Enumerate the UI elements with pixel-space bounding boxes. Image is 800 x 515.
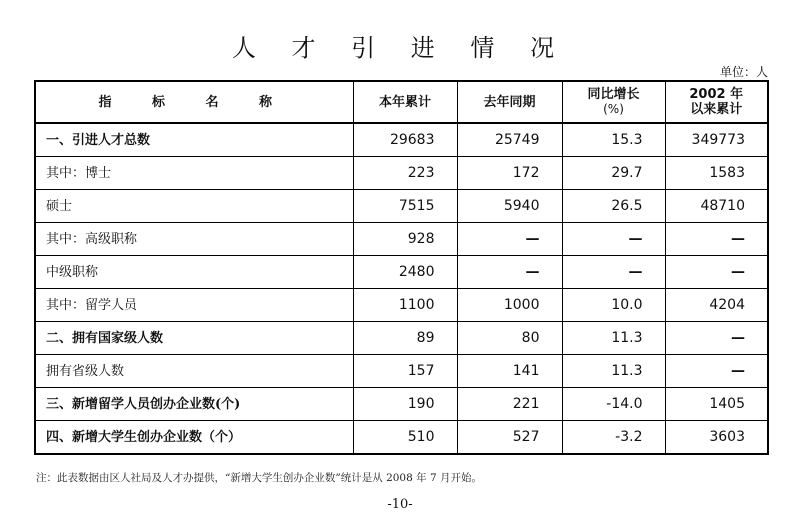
cell-last: 172 (457, 157, 562, 190)
cell-last-dash: — (457, 223, 562, 256)
cell-growth: 11.3 (562, 355, 665, 388)
cell-current: 157 (353, 355, 457, 388)
cell-since: 1583 (665, 157, 768, 190)
cell-current: 89 (353, 322, 457, 355)
cell-last: 25749 (457, 123, 562, 157)
row-label: 二、拥有国家级人数 (35, 322, 353, 355)
cell-current: 190 (353, 388, 457, 421)
table-row (35, 256, 768, 289)
cell-growth: 15.3 (562, 123, 665, 157)
cell-growth: -14.0 (562, 388, 665, 421)
cell-current: 2480 (353, 256, 457, 289)
row-label: 四、新增大学生创办企业数（个） (35, 421, 353, 455)
page-number: -10- (387, 497, 413, 512)
row-label: 拥有省级人数 (35, 355, 353, 388)
table-row (35, 123, 768, 157)
table-row (35, 355, 768, 388)
cell-since-dash: — (665, 355, 768, 388)
cell-current: 928 (353, 223, 457, 256)
row-label: 一、引进人才总数 (35, 123, 353, 157)
cell-growth: -3.2 (562, 421, 665, 455)
table-row (35, 388, 768, 421)
page-title: 人 才 引 进 情 况 (231, 34, 569, 62)
talent-table (34, 80, 769, 455)
row-label: 三、新增留学人员创办企业数(个) (35, 388, 353, 421)
header-growth-line1: 同比增长 (587, 87, 640, 102)
row-label: 硕士 (35, 190, 353, 223)
header-since-2002 (665, 81, 768, 123)
cell-last: 141 (457, 355, 562, 388)
cell-since: 1405 (665, 388, 768, 421)
cell-current: 29683 (353, 123, 457, 157)
cell-since-dash: — (665, 256, 768, 289)
table-row (35, 223, 768, 256)
table-row (35, 190, 768, 223)
row-label: 其中：留学人员 (35, 289, 353, 322)
header-since-line2: 以来累计 (690, 102, 743, 117)
row-label: 中级职称 (35, 256, 353, 289)
table-row (35, 157, 768, 190)
cell-growth: 10.0 (562, 289, 665, 322)
cell-last: 1000 (457, 289, 562, 322)
cell-growth-dash: — (562, 223, 665, 256)
cell-growth: 26.5 (562, 190, 665, 223)
cell-growth-dash: — (562, 256, 665, 289)
cell-current: 7515 (353, 190, 457, 223)
header-since-line1: 2002 年 (689, 87, 744, 102)
table-row (35, 322, 768, 355)
header-last-year: 去年同期 (457, 81, 562, 123)
cell-since: 349773 (665, 123, 768, 157)
cell-since-dash: — (665, 322, 768, 355)
header-indicator-name: 指 标 名 称 (35, 81, 353, 123)
header-row (35, 81, 768, 123)
cell-last: 221 (457, 388, 562, 421)
footnote: 注：此表数据由区人社局及人才办提供，“新增大学生创办企业数”统计是从 2008 年 7 月开始。 (36, 472, 482, 484)
header-current-year: 本年累计 (353, 81, 457, 123)
row-label: 其中：高级职称 (35, 223, 353, 256)
unit-label: 单位：人 (719, 65, 768, 79)
cell-last: 80 (457, 322, 562, 355)
cell-growth: 29.7 (562, 157, 665, 190)
row-label: 其中：博士 (35, 157, 353, 190)
header-growth (562, 81, 665, 123)
cell-current: 1100 (353, 289, 457, 322)
cell-last: 527 (457, 421, 562, 455)
cell-last: 5940 (457, 190, 562, 223)
cell-current: 510 (353, 421, 457, 455)
cell-current: 223 (353, 157, 457, 190)
table-row (35, 421, 768, 455)
cell-since: 48710 (665, 190, 768, 223)
cell-growth: 11.3 (562, 322, 665, 355)
cell-since: 4204 (665, 289, 768, 322)
cell-since: 3603 (665, 421, 768, 455)
cell-last-dash: — (457, 256, 562, 289)
cell-since-dash: — (665, 223, 768, 256)
header-growth-line2: (%) (603, 102, 624, 116)
table-row (35, 289, 768, 322)
